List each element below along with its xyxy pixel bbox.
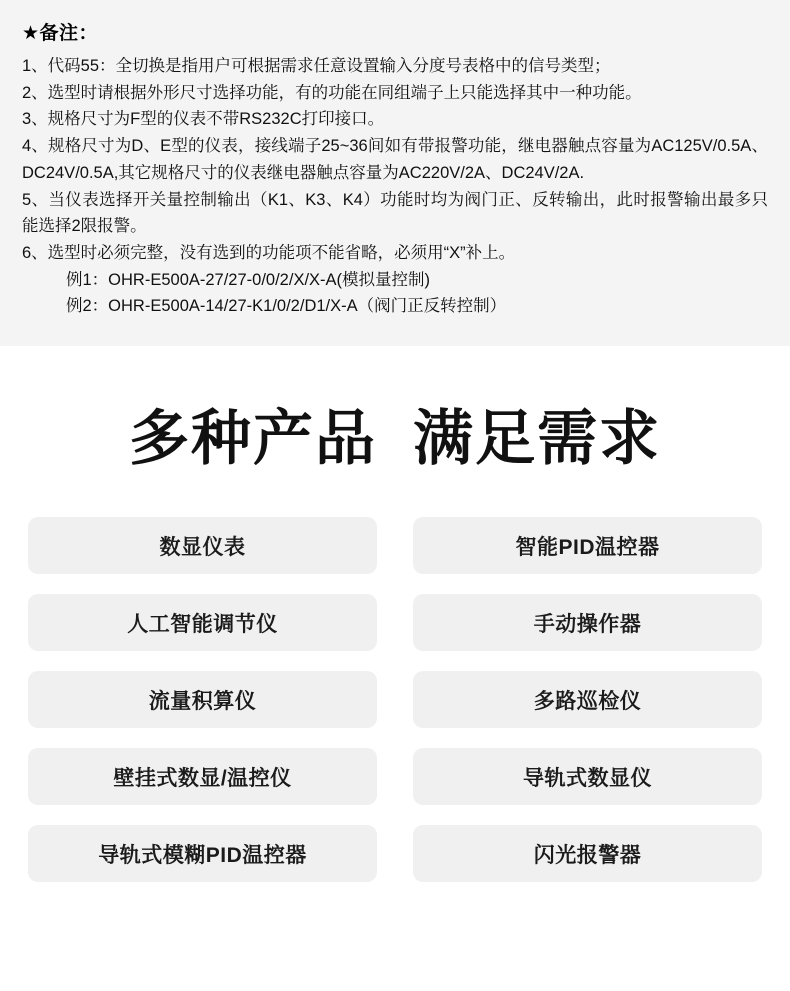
note-item-6: 6、选型时必须完整，没有选到的功能项不能省略，必须用“X”补上。 <box>22 244 516 263</box>
note-item-5: 5、当仪表选择开关量控制输出（K1、K3、K4）功能时均为阀门正、反转输出，此时报警输出最多只能选择2限报警。 <box>22 190 768 236</box>
product-item-导轨式模糊PID温控器[interactable]: 导轨式模糊PID温控器 <box>28 825 377 882</box>
product-item-闪光报警器[interactable]: 闪光报警器 <box>413 825 762 882</box>
note-example-2: 例2：OHR-E500A-14/27-K1/0/2/D1/X-A（阀门正反转控制） <box>66 297 507 316</box>
product-item-手动操作器[interactable]: 手动操作器 <box>413 594 762 651</box>
headline-section <box>0 346 790 517</box>
product-item-导轨式数显仪[interactable]: 导轨式数显仪 <box>413 748 762 805</box>
product-item-智能PID温控器[interactable]: 智能PID温控器 <box>413 517 762 574</box>
page-title <box>129 404 661 473</box>
note-item-1: 1、代码55：全切换是指用户可根据需求任意设置输入分度号表格中的信号类型； <box>22 57 611 75</box>
notes-title: ★备注： <box>22 23 99 44</box>
note-example-1: 例1：OHR-E500A-27/27-0/0/2/X/X-A(模拟量控制) <box>66 270 431 289</box>
product-item-数显仪表[interactable]: 数显仪表 <box>28 517 377 574</box>
headline-right: 满足需求 <box>413 405 661 473</box>
product-grid <box>0 517 790 882</box>
product-item-人工智能调节仪[interactable]: 人工智能调节仪 <box>28 594 377 651</box>
headline-left: 多种产品 <box>129 405 377 473</box>
product-item-多路巡检仪[interactable]: 多路巡检仪 <box>413 671 762 728</box>
note-item-3: 3、规格尺寸为F型的仪表不带RS232C打印接口。 <box>22 110 385 129</box>
product-item-壁挂式数显温控仪[interactable]: 壁挂式数显/温控仪 <box>28 748 377 805</box>
note-item-4: 4、规格尺寸为D、E型的仪表，接线端子25~36间如有带报警功能，继电器触点容量为AC125V/0.5A、DC24V/0.5A,其它规格尺寸的仪表继电器触点容量为AC220V/2A、DC24V/2A. <box>22 137 768 182</box>
notes-panel <box>0 0 790 346</box>
product-item-流量积算仪[interactable]: 流量积算仪 <box>28 671 377 728</box>
note-item-2: 2、选型时请根据外形尺寸选择功能，有的功能在同组端子上只能选择其中一种功能。 <box>22 83 642 102</box>
